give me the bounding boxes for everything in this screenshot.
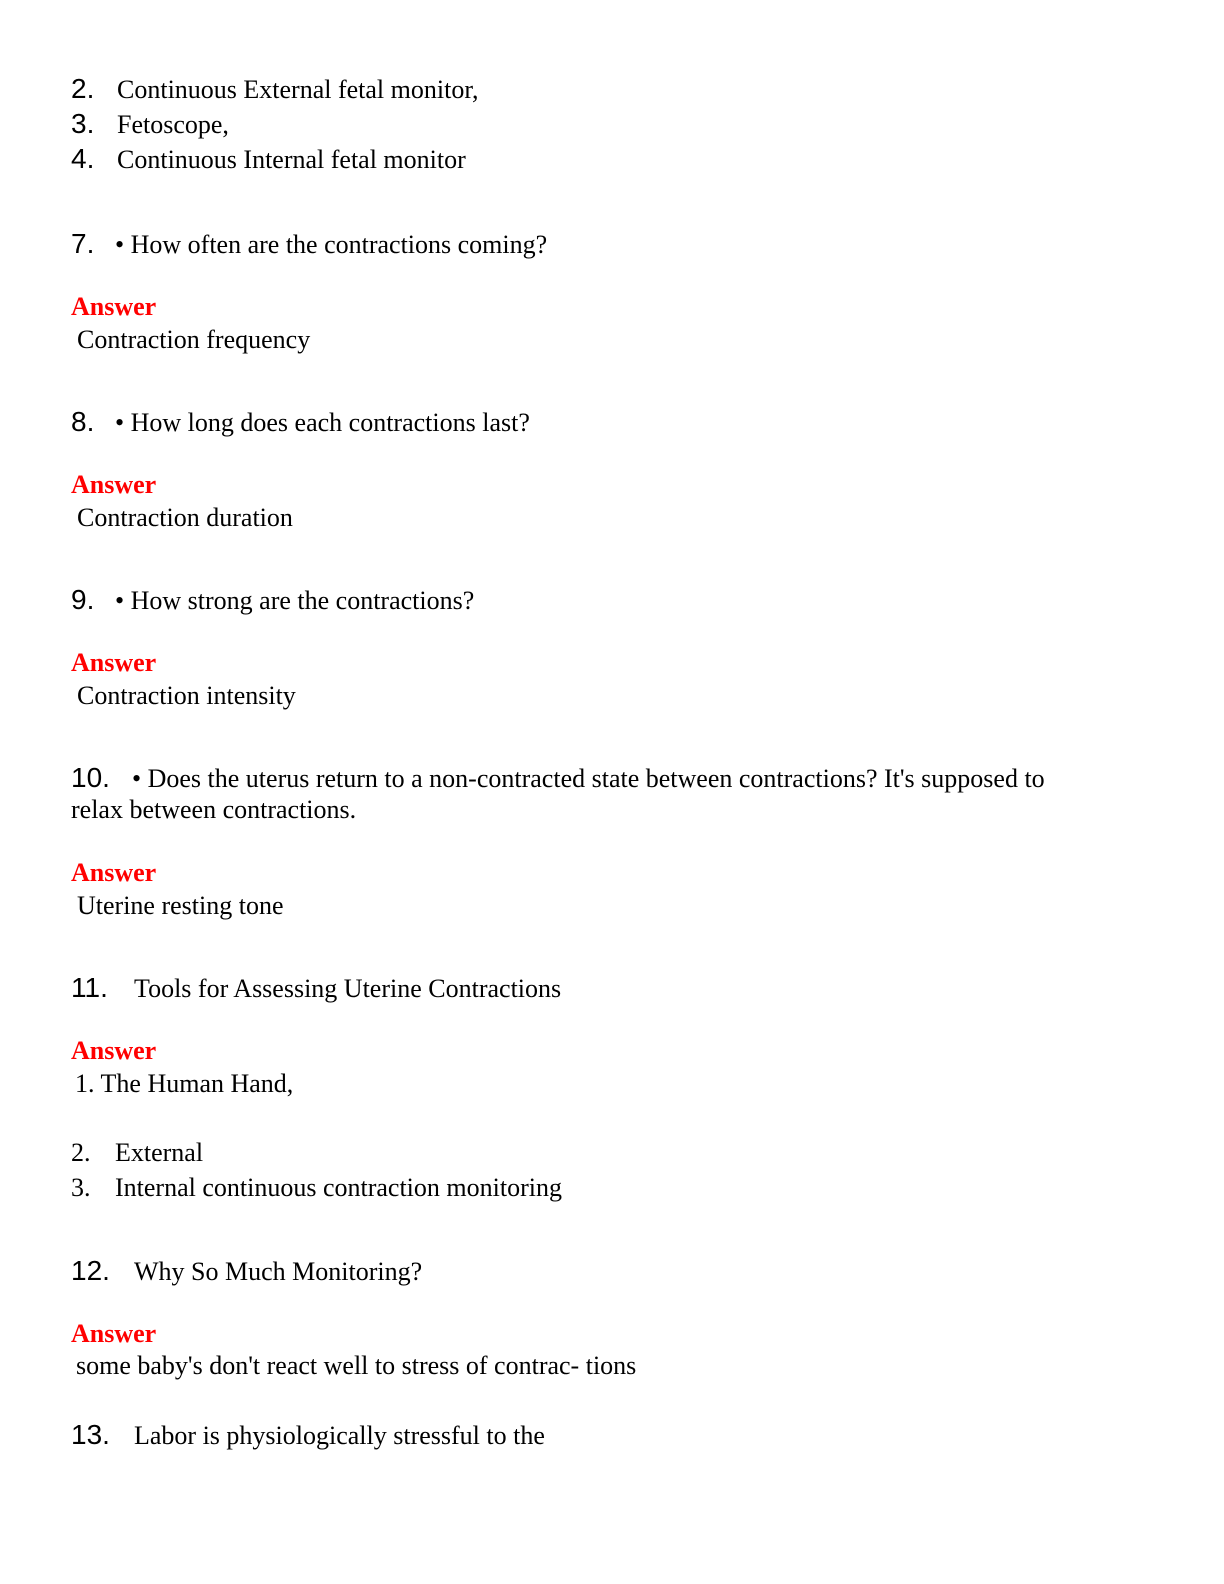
list-number: 3.	[71, 108, 95, 139]
question-number: 9.	[71, 584, 95, 615]
list-number: 4.	[71, 143, 95, 174]
question-number: 7.	[71, 228, 95, 259]
answer-label: Answer	[71, 470, 157, 499]
list-item: Continuous Internal fetal monitor	[117, 145, 466, 174]
answer-label: Answer	[71, 858, 157, 887]
answer-label: Answer	[71, 1319, 157, 1348]
answer-list-item: Internal continuous contraction monitoring	[115, 1173, 562, 1202]
question-number: 8.	[71, 406, 95, 437]
answer-label: Answer	[71, 292, 157, 321]
answer-list-number: 3.	[71, 1173, 91, 1202]
question-text: • Does the uterus return to a non-contracted state between contractions? It's supposed to	[132, 764, 1045, 793]
answer-list-number: 2.	[71, 1138, 91, 1167]
answer-list-item: External	[115, 1138, 204, 1167]
answer-text: some baby's don't react well to stress of contrac- tions	[76, 1351, 637, 1380]
question-text: • How strong are the contractions?	[115, 586, 475, 615]
question-text: Why So Much Monitoring?	[134, 1257, 423, 1286]
answer-text: Contraction frequency	[77, 325, 311, 354]
list-item: Continuous External fetal monitor,	[117, 75, 479, 104]
list-item: Fetoscope,	[117, 110, 229, 139]
answer-label: Answer	[71, 648, 157, 677]
answer-text: Contraction duration	[77, 503, 293, 532]
answer-text: 1. The Human Hand,	[75, 1069, 294, 1098]
answer-text: Contraction intensity	[77, 681, 296, 710]
question-number: 12.	[71, 1255, 110, 1286]
question-text-continued: relax between contractions.	[71, 795, 357, 824]
question-text: Labor is physiologically stressful to the	[134, 1421, 545, 1450]
question-text: • How often are the contractions coming?	[115, 230, 548, 259]
list-number: 2.	[71, 73, 95, 104]
question-number: 10.	[71, 762, 110, 793]
question-text: • How long does each contractions last?	[115, 408, 530, 437]
question-number: 11.	[71, 972, 108, 1003]
answer-label: Answer	[71, 1036, 157, 1065]
answer-text: Uterine resting tone	[77, 891, 284, 920]
question-text: Tools for Assessing Uterine Contractions	[134, 974, 562, 1003]
question-number: 13.	[71, 1419, 110, 1450]
